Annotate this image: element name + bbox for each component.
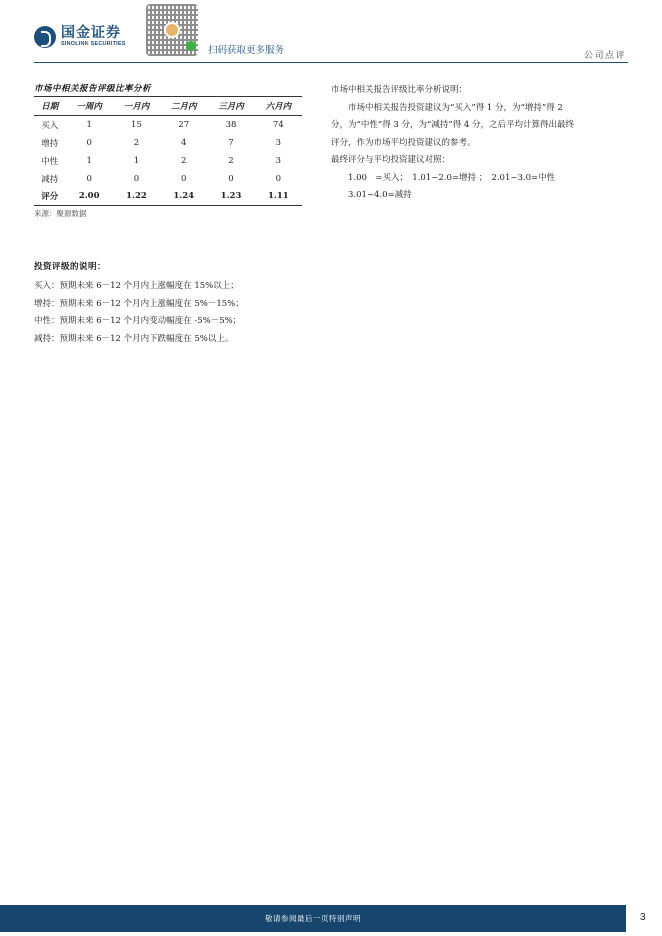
page-header bbox=[0, 0, 662, 66]
table-row bbox=[34, 116, 302, 134]
table-cell: 15 bbox=[131, 119, 142, 130]
table-cell: 0 bbox=[133, 173, 140, 184]
table-header-cell: 一月内 bbox=[123, 102, 150, 112]
table-cell: 7 bbox=[228, 137, 234, 148]
table-cell: 1.22 bbox=[126, 191, 147, 202]
table-cell: 0 bbox=[275, 173, 282, 184]
explanation-line: 1.00 =买入； 1.01~2.0=增持 ； 2.01~3.0=中性 bbox=[348, 172, 556, 183]
table-cell: 1 bbox=[133, 155, 140, 166]
table-cell: 0 bbox=[86, 173, 92, 184]
table-cell: 1.11 bbox=[267, 191, 289, 202]
table-cell: 3 bbox=[275, 137, 282, 148]
table-cell: 评分 bbox=[41, 192, 59, 203]
table-title: 市场中相关报告评级比率分析 bbox=[34, 84, 152, 94]
page-number: 3 bbox=[640, 912, 646, 923]
table-cell: 2 bbox=[133, 137, 140, 148]
table-cell: 2 bbox=[181, 155, 187, 166]
table-source: 来源：聚源数据 bbox=[34, 209, 87, 218]
explanation-line: 3.01~4.0=减持 bbox=[348, 190, 412, 200]
explanation-title: 市场中相关报告评级比率分析说明： bbox=[331, 85, 468, 95]
report-type-label: 公司点评 bbox=[583, 51, 626, 61]
table-cell: 4 bbox=[181, 137, 187, 148]
table-cell: 2 bbox=[228, 155, 234, 166]
table-cell: 38 bbox=[225, 119, 237, 130]
company-logo bbox=[34, 26, 126, 48]
table-cell: 中性 bbox=[41, 156, 59, 167]
rating-title: 投资评级的说明： bbox=[34, 262, 107, 272]
table-cell: 增持 bbox=[41, 138, 59, 149]
table-header-cell: 二月内 bbox=[170, 102, 197, 112]
table-cell: 1 bbox=[86, 119, 92, 130]
logo-mark-icon bbox=[34, 26, 56, 48]
table-header-cell: 三月内 bbox=[218, 102, 244, 112]
table-header-cell: 一周内 bbox=[76, 102, 102, 112]
list-item: 买入：预期未来 6－12 个月内上涨幅度在 15%以上； bbox=[34, 281, 239, 291]
table-cell: 0 bbox=[86, 137, 92, 148]
footer-disclaimer-link: 敬请参阅最后一页特别声明 bbox=[265, 914, 361, 923]
scan-prompt: 扫码获取更多服务 bbox=[208, 45, 285, 56]
table-cell: 3 bbox=[275, 155, 282, 166]
wechat-badge-icon bbox=[186, 41, 196, 51]
table-cell: 2.00 bbox=[78, 191, 100, 202]
table-header-cell: 六月内 bbox=[265, 102, 292, 112]
explanation-block bbox=[331, 82, 631, 205]
table-score-row bbox=[34, 188, 302, 206]
page-footer bbox=[0, 905, 626, 932]
table-cell: 74 bbox=[272, 119, 284, 130]
list-item: 增持：预期未来 6－12 个月内上涨幅度在 5%－15%； bbox=[34, 298, 244, 309]
table-header-row bbox=[34, 97, 302, 116]
explanation-line: 分，为“中性”得 3 分，为“减持”得 4 分，之后平均计算得出最终 bbox=[331, 120, 575, 130]
list-item: 中性：预期未来 6－12 个月内变动幅度在 -5%－5%； bbox=[34, 316, 242, 326]
table-header-cell: 日期 bbox=[41, 102, 59, 112]
list-item: 减持：预期未来 6－12 个月内下跌幅度在 5%以上。 bbox=[34, 333, 234, 344]
table-cell: 0 bbox=[228, 173, 234, 184]
table-row bbox=[34, 170, 302, 188]
explanation-line: 最终评分与平均投资建议对照： bbox=[331, 155, 451, 165]
logo-en-text: SINOLINK SECURITIES bbox=[61, 41, 126, 47]
table-cell: 27 bbox=[178, 119, 190, 130]
rating-list bbox=[34, 278, 244, 348]
explanation-line: 市场中相关报告投资建议为“买入”得 1 分，为“增持”得 2 bbox=[348, 102, 563, 113]
table-cell: 0 bbox=[181, 173, 187, 184]
rating-ratio-table bbox=[34, 96, 302, 206]
table-cell: 1.24 bbox=[173, 191, 195, 202]
table-cell: 1.23 bbox=[220, 191, 242, 202]
logo-cn-text: 国金证券 bbox=[61, 25, 121, 41]
table-row bbox=[34, 134, 302, 152]
table-cell: 减持 bbox=[41, 174, 59, 185]
table-cell: 买入 bbox=[41, 120, 59, 131]
table-row bbox=[34, 152, 302, 170]
table-cell: 1 bbox=[86, 155, 92, 166]
header-divider bbox=[34, 62, 628, 63]
explanation-line: 评分，作为市场平均投资建议的参考。 bbox=[331, 137, 476, 148]
qr-center-logo-icon bbox=[164, 22, 180, 38]
